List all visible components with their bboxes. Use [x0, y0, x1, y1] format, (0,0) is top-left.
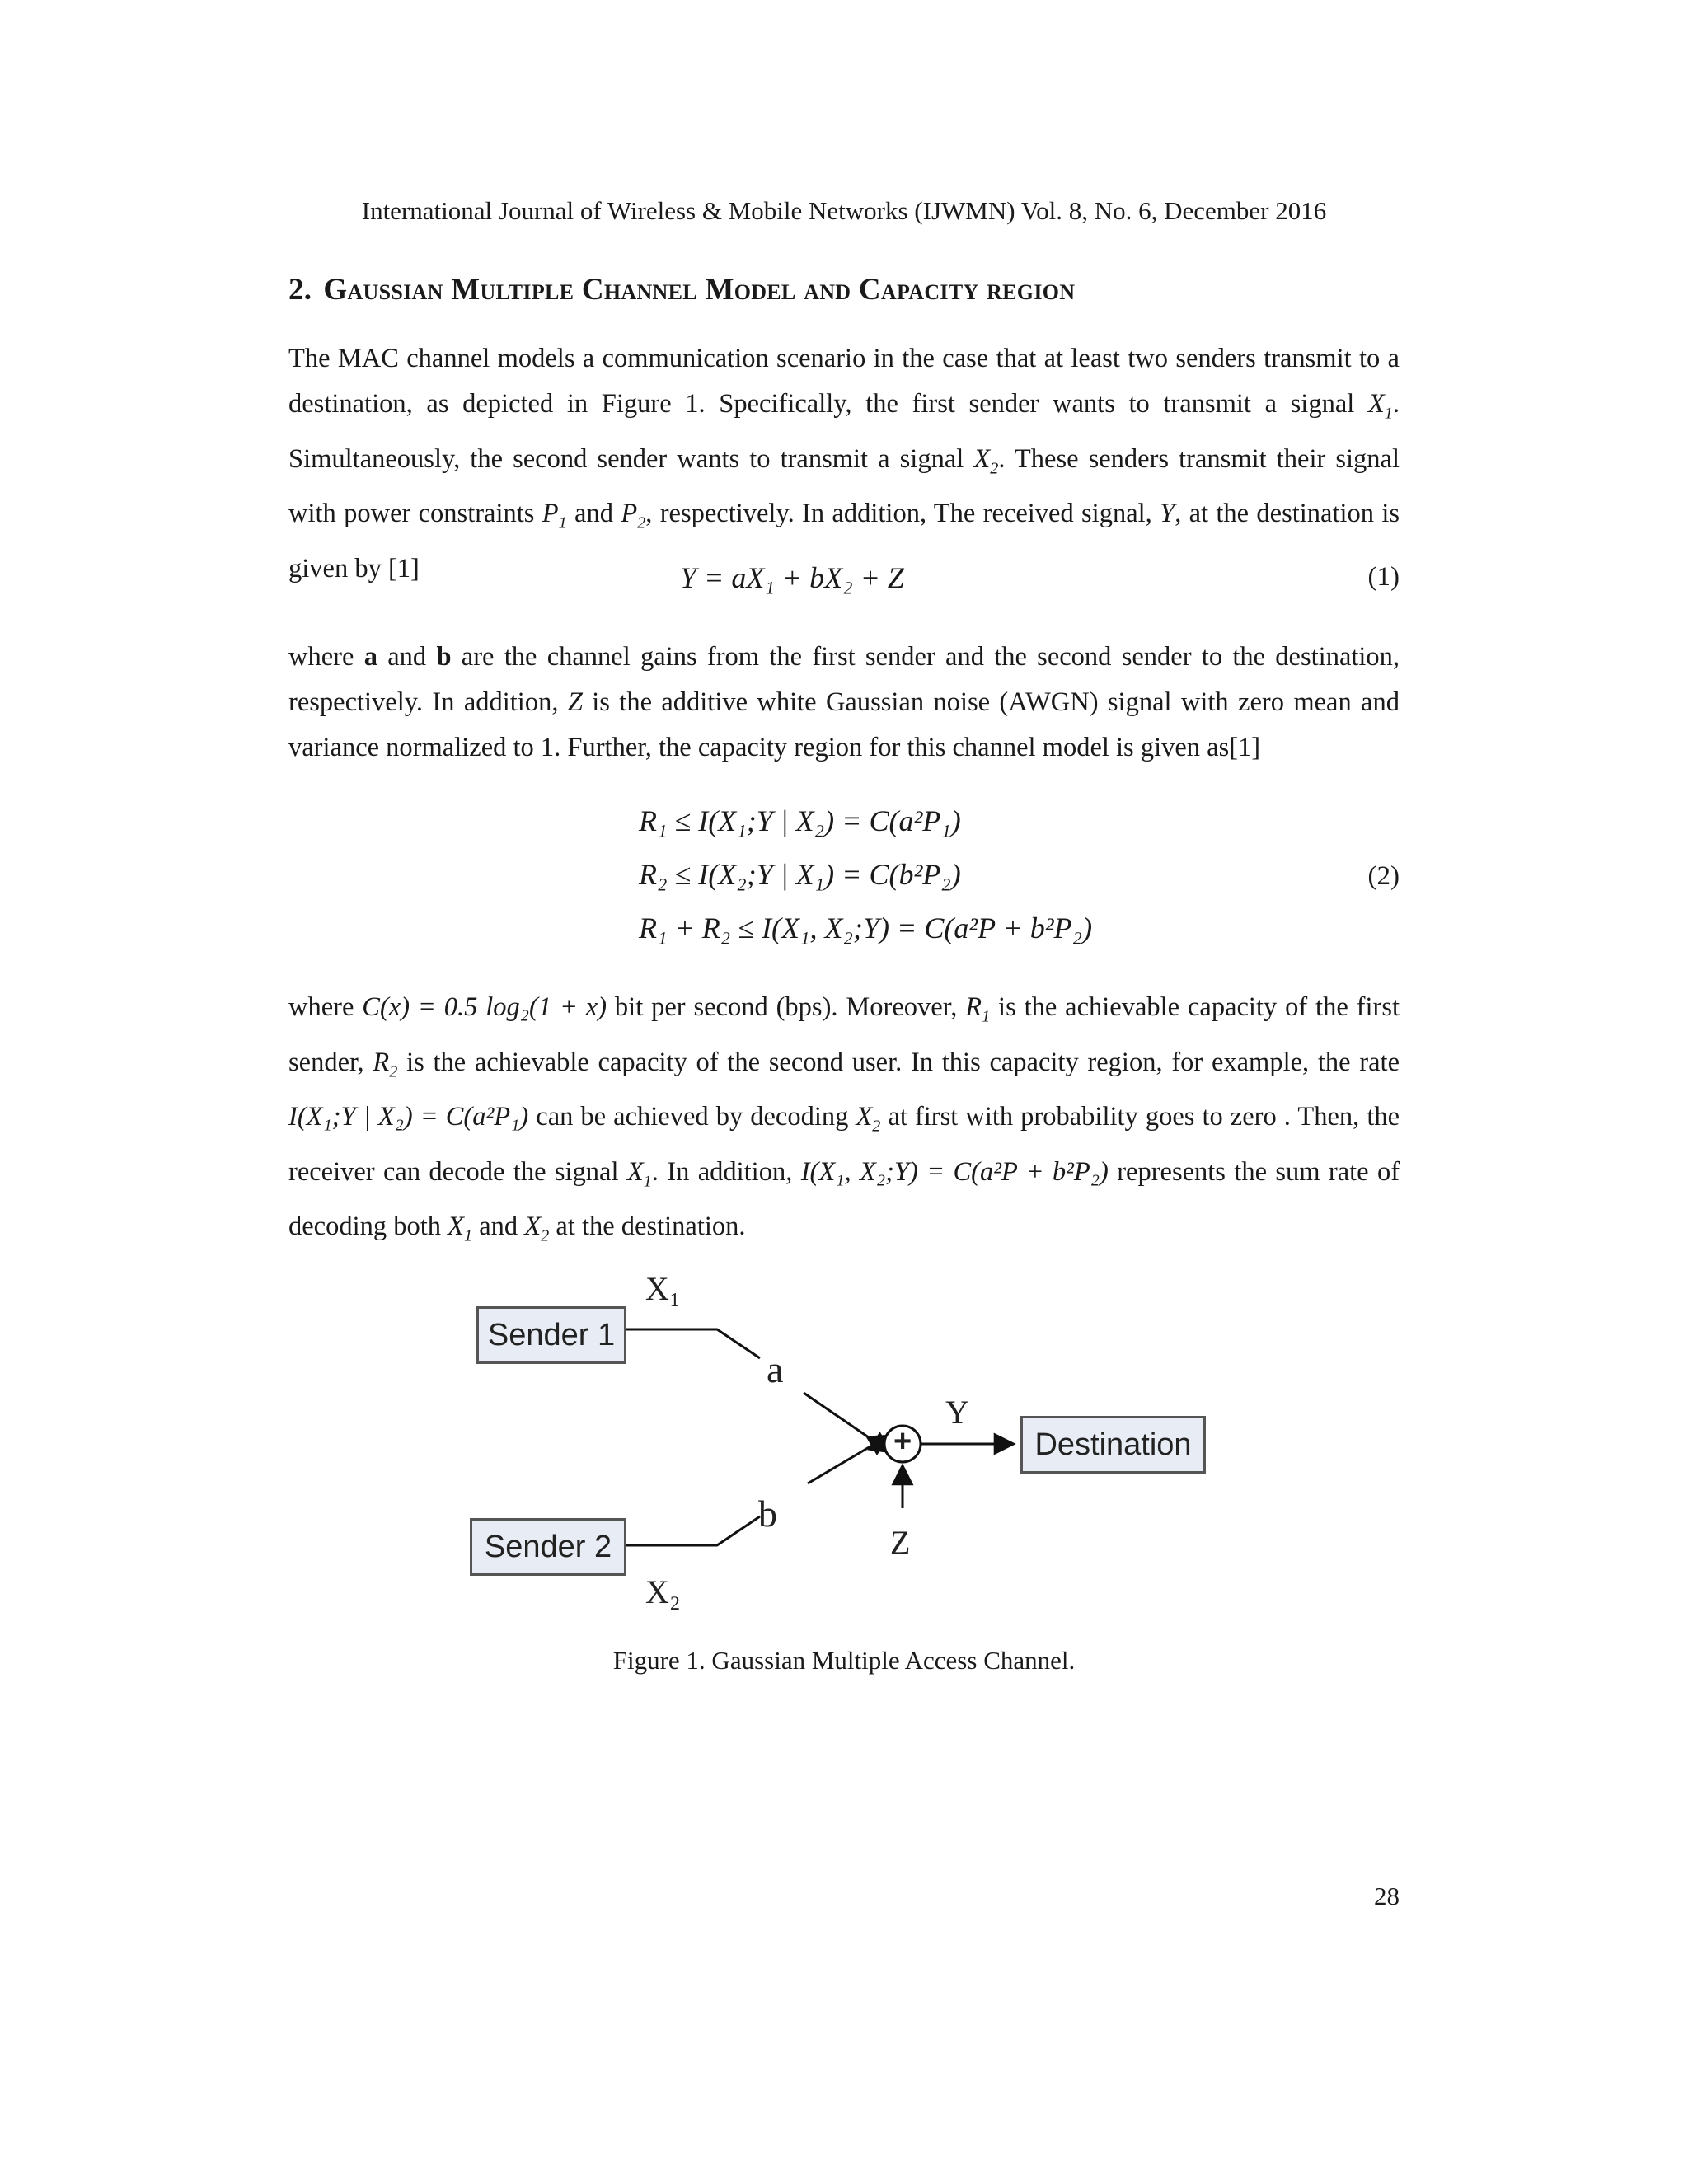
section-number: 2. [288, 273, 312, 307]
gain-a: a [363, 642, 377, 672]
symbol-r1: $R_1$ [965, 992, 991, 1026]
text: is the achievable capacity of the first sender, [288, 992, 1400, 1077]
text: . Simultaneously, the second sender wants to transmit a signal [288, 389, 1400, 474]
line-sender2 [626, 1516, 760, 1545]
paragraph-capacity [288, 985, 1400, 1259]
paragraph-intro [288, 336, 1400, 592]
text: and [387, 642, 427, 672]
label-z: Z [890, 1524, 911, 1561]
symbol-y: Y [1160, 499, 1175, 528]
section-heading [288, 272, 1075, 307]
text: can be achieved by decoding [536, 1102, 849, 1132]
paragraph-gains [288, 635, 1400, 771]
sender-1-box: Sender 1 [476, 1306, 626, 1364]
section-title: Gaussian Multiple Channel Model and Capacity region [323, 273, 1076, 307]
gain-b: b [436, 642, 452, 672]
text: represents the sum rate of decoding both [288, 1156, 1400, 1241]
symbol-x2: $X_2$ [524, 1212, 550, 1245]
label-y: Y [945, 1394, 969, 1431]
symbol-x1: $X_1$ [626, 1156, 652, 1190]
text: bit per second (bps). Moreover, [614, 992, 958, 1022]
sum-rate-expression: I(X₁, X₂;Y) = C(a²P + b²P₂) [800, 1156, 1109, 1187]
line-sender1 [626, 1329, 760, 1358]
text: are the channel gains from the first sender and the second sender to the destination, respectively. In addition, [288, 642, 1400, 717]
destination-box: Destination [1020, 1416, 1206, 1474]
page-number: 28 [1374, 1882, 1400, 1910]
symbol-x1: $X_1$ [1367, 389, 1393, 423]
text: The MAC channel models a communication scenario in the case that at least two senders transmit to a destination, as depicted in Figure 1. Specifically, the first sender wants to transmit a signal [288, 344, 1400, 419]
label-a: a [767, 1348, 784, 1390]
text: . In addition, [651, 1156, 793, 1187]
symbol-p1: $P_1$ [542, 499, 567, 532]
rate-expression: I(X₁;Y | X₂) = C(a²P₁) [288, 1102, 529, 1132]
running-header: International Journal of Wireless & Mobile Networks (IJWMN) Vol. 8, No. 6, December 2016 [361, 196, 1327, 225]
label-b: b [758, 1493, 777, 1535]
text: is the additive white Gaussian noise (AWGN) signal with zero mean and variance normalized to 1. Further, the capacity region for this channel model is given as[1] [288, 687, 1400, 762]
figure-caption: Figure 1. Gaussian Multiple Access Channel. [612, 1646, 1076, 1675]
text: at first with probability goes to zero . Then, the receiver can decode the signal [288, 1102, 1400, 1187]
text: at the destination. [556, 1212, 746, 1241]
summing-symbol: + [893, 1424, 912, 1459]
capacity-function: C(x) = 0.5 log₂(1 + x) [362, 992, 607, 1022]
symbol-p2: $P_2$ [621, 499, 646, 532]
text: is the achievable capacity of the second user. In this capacity region, for example, the rate [406, 1047, 1400, 1077]
symbol-r2: $R_2$ [373, 1047, 398, 1080]
equation-1-number: (1) [1367, 562, 1400, 592]
arrow-b [808, 1436, 889, 1483]
symbol-x2: $X_2$ [973, 443, 999, 477]
text: , at the destination is given by [1] [288, 499, 1400, 583]
text: where [288, 642, 354, 672]
equation-2-line-2: R₂ ≤ I(X₂;Y | X₁) = C(b²P₂) [639, 858, 961, 891]
text: . These senders transmit their signal with power constraints [288, 443, 1400, 528]
equation-2-line-3: R₁ + R₂ ≤ I(X₁, X₂;Y) = C(a²P + b²P₂) [639, 912, 1093, 944]
text: and [574, 499, 613, 528]
symbol-x2: $X_2$ [856, 1102, 881, 1136]
symbol-x1: $X_1$ [448, 1212, 473, 1245]
figure-mac-diagram [453, 1261, 1236, 1615]
symbol-z: Z [567, 687, 583, 717]
label-x1: X₁ [645, 1270, 681, 1307]
text: , respectively. In addition, The received signal, [645, 499, 1152, 528]
sender-2-box: Sender 2 [470, 1518, 626, 1576]
equation-2-line-1: R₁ ≤ I(X₁;Y | X₂) = C(a²P₁) [639, 804, 961, 837]
equation-2-number: (2) [1367, 861, 1400, 891]
text: where [288, 992, 354, 1022]
equation-1: Y = aX₁ + bX₂ + Z [680, 561, 904, 594]
text: and [479, 1212, 518, 1241]
label-x2: X₂ [645, 1573, 681, 1610]
